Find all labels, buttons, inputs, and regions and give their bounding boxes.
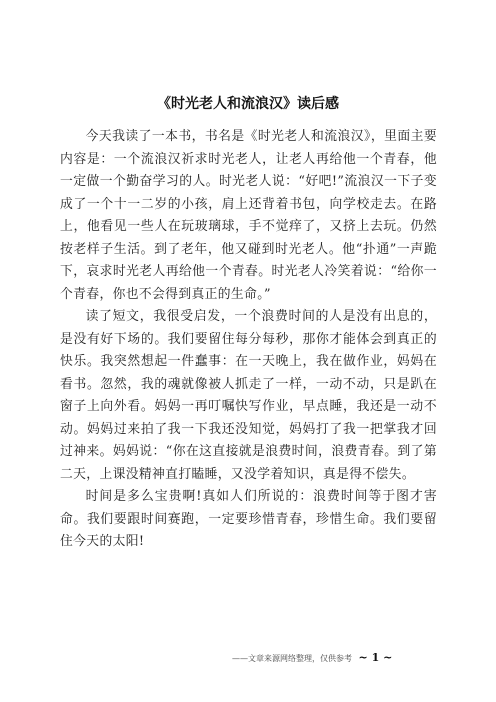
document-body xyxy=(60,126,437,554)
paragraph: 时间是多么宝贵啊!真如人们所说的：浪费时间等于图才害命。我们要跟时间赛跑，一定要珍惜青春，珍惜生命。我们要留住今天的太阳! xyxy=(60,489,437,549)
document-title: 《时光老人和流浪汉》读后感 xyxy=(157,96,339,112)
paragraph: 今天我读了一本书，书名是《时光老人和流浪汉》，里面主要内容是：一个流浪汉祈求时光老人，让老人再给他一个青春，他一定做一个勤奋学习的人。时光老人说：“好吧!”流浪汉一下子变成了一个十一二岁的小孩，肩上还背着书包，向学校走去。在路上，他看见一些人在玩玻璃球，手不觉痒了，又挤上去玩。仍然按老样子生活。到了老年，他又碰到时光老人。他“扑通”一声跪下，哀求时光老人再给他一个青春。时光老人冷笑着说：“给你一个青春，你也不会得到真正的生命。” xyxy=(60,129,437,302)
page-footer xyxy=(232,651,392,664)
paragraph: 读了短文，我很受启发，一个浪费时间的人是没有出息的，是没有好下场的。我们要留住每分每秒，那你才能体会到真正的快乐。我突然想起一件蠢事：在一天晚上，我在做作业，妈妈在看书。忽然，我的魂就像被人抓走了一样，一动不动，只是趴在窗子上向外看。妈妈一再叮嘱快写作业，早点睡，我还是一动不动。妈妈过来拍了我一下我还没知觉，妈妈打了我一把掌我才回过神来。妈妈说：“你在这直接就是浪费时间，浪费青春。到了第二天，上课没精神直打瞌睡，又没学着知识，真是得不偿失。 xyxy=(60,309,437,482)
footer-note: ——文章来源网络整理，仅供参考 xyxy=(232,654,352,663)
page-number: ~ 1 ~ xyxy=(358,651,393,664)
